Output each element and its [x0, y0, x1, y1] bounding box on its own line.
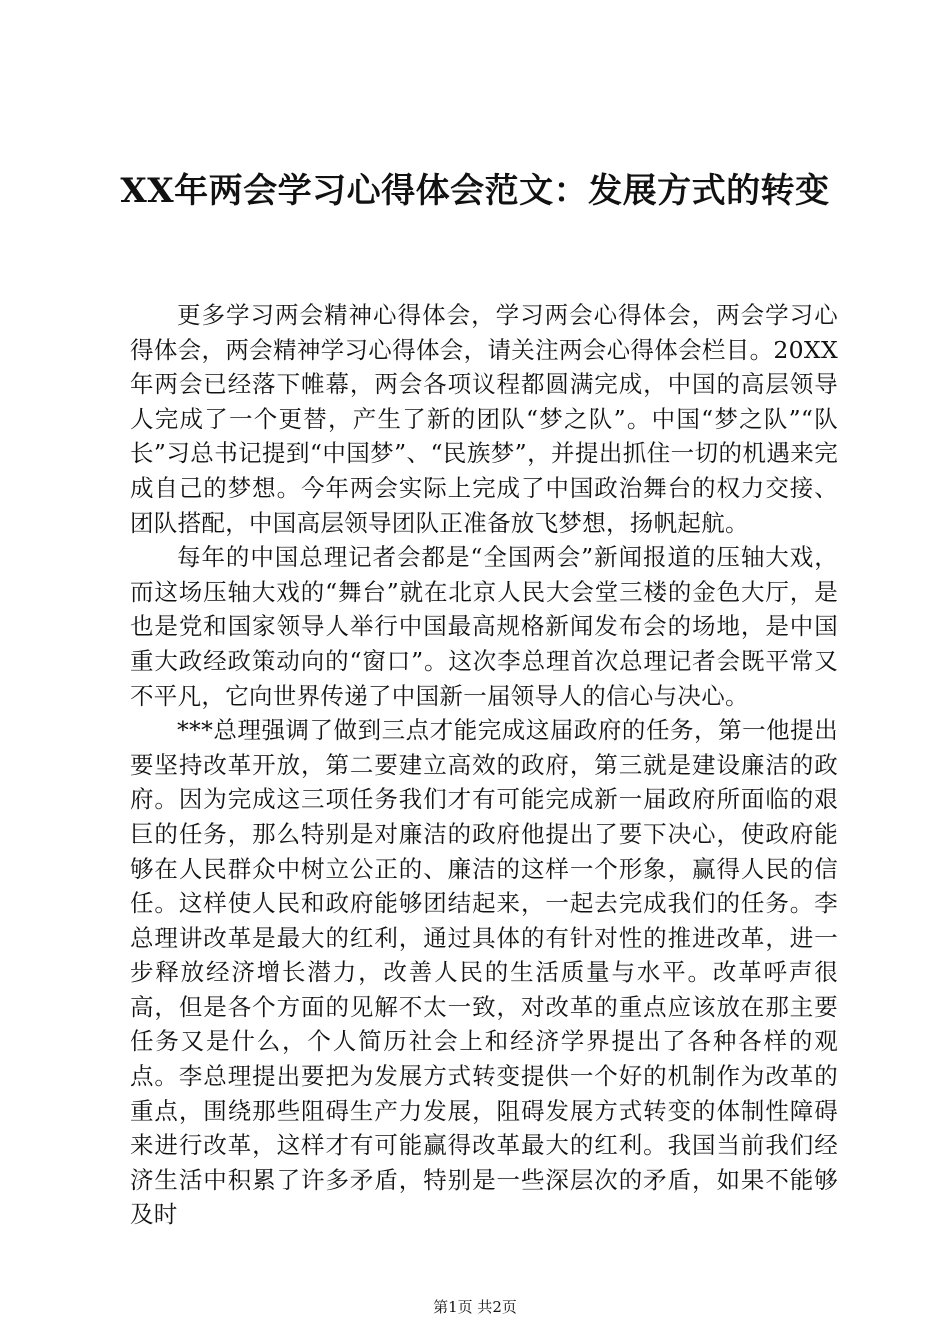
- paragraph-2: 每年的中国总理记者会都是“全国两会”新闻报道的压轴大戏，而这场压轴大戏的“舞台”就在北京人民大会堂三楼的金色大厅，是也是党和国家领导人举行中国最高规格新闻发布会的场地，是中国重大政经政策动向的“窗口”。这次李总理首次总理记者会既平常又不平凡，它向世界传递了中国新一届领导人的信心与决心。: [130, 543, 838, 710]
- page-number-footer: 第1页 共2页: [433, 1298, 517, 1316]
- document-body: [130, 298, 838, 1232]
- paragraph-1: 更多学习两会精神心得体会，学习两会心得体会，两会学习心得体会，两会精神学习心得体会，请关注两会心得体会栏目。20XX年两会已经落下帷幕，两会各项议程都圆满完成，中国的高层领导人完成了一个更替，产生了新的团队“梦之队”。中国“梦之队”“队长”习总书记提到“中国梦”、“民族梦”，并提出抓住一切的机遇来完成自己的梦想。今年两会实际上完成了中国政治舞台的权力交接、团队搭配，中国高层领导团队正准备放飞梦想，扬帆起航。: [130, 301, 838, 537]
- paragraph-3: ***总理强调了做到三点才能完成这届政府的任务，第一他提出要坚持改革开放，第二要建立高效的政府，第三就是建设廉洁的政府。因为完成这三项任务我们才有可能完成新一届政府所面临的艰巨的任务，那么特别是对廉洁的政府他提出了要下决心，使政府能够在人民群众中树立公正的、廉洁的这样一个形象，赢得人民的信任。这样使人民和政府能够团结起来，一起去完成我们的任务。李总理讲改革是最大的红利，通过具体的有针对性的推进改革，进一步释放经济增长潜力，改善人民的生活质量与水平。改革呼声很高，但是各个方面的见解不太一致，对改革的重点应该放在那主要任务又是什么，个人简历社会上和经济学界提出了各种各样的观点。李总理提出要把为发展方式转变提供一个好的机制作为改革的重点，围绕那些阻碍生产力发展，阻碍发展方式转变的体制性障碍来进行改革，这样才有可能赢得改革最大的红利。我国当前我们经济生活中积累了许多矛盾，特别是一些深层次的矛盾，如果不能够及时: [130, 716, 838, 1229]
- document-title: XX年两会学习心得体会范文：发展方式的转变: [120, 171, 830, 211]
